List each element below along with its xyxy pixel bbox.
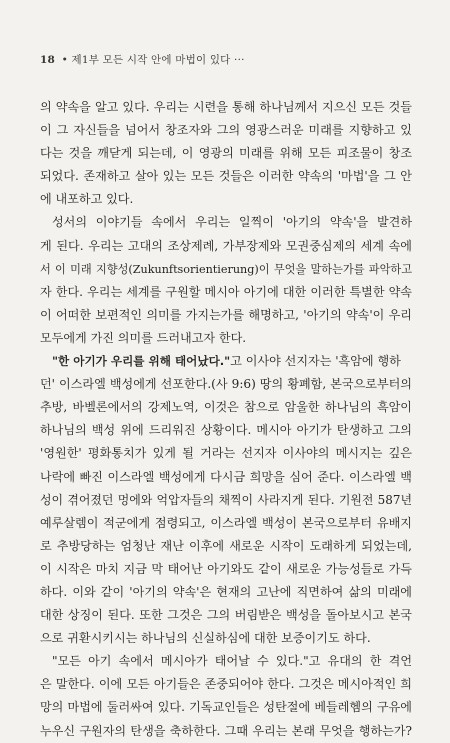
- text-line-with-quote: [40, 350, 412, 373]
- text-line: 다는 것을 깨닫게 되는데, 이 영광의 미래를 위해 모든 피조물이 창조: [40, 146, 412, 161]
- text-line: 대한 상징이 된다. 또한 그것은 그의 버림받은 백성을 돌아보시고 본국: [40, 608, 412, 623]
- paragraph-3: [40, 350, 412, 650]
- text-line: 으로 귀환시키시는 하나님의 신실하심에 대한 보증이기도 하다.: [40, 631, 371, 646]
- bold-quote: "한 아기가 우리를 위해 태어났다.": [52, 354, 231, 369]
- text-line: 망의 마법에 둘러싸여 있다. 기독교인들은 성탄절에 베들레헴의 구유에: [40, 700, 412, 715]
- text-line: 성이 겪어졌던 멍에와 억압자들의 채찍이 사라지게 된다. 기원전 587년: [40, 492, 412, 507]
- text-line: 예루살렘이 적군에게 점령되고, 이스라엘 백성이 본국으로부터 유배지: [40, 515, 412, 530]
- body-text: [40, 96, 412, 743]
- text-line: 되었다. 존재하고 살아 있는 모든 것들은 이러한 약속의 '마법'을 그 안: [40, 169, 412, 184]
- text-line: 모두에게 가진 의미를 드러내고자 한다.: [40, 330, 247, 345]
- page-number: 18: [40, 54, 56, 66]
- text-line: '영원한' 평화통치가 있게 될 거라는 선지자 이사야의 메시지는 깊은: [40, 446, 412, 461]
- text-line: 이 어떠한 보편적인 의미를 가지는가를 해명하고, '아기의 약속'이 우리: [40, 307, 412, 322]
- text-line: 하나님의 백성 위에 드리워진 상황이다. 메시아 아기가 탄생하고 그의: [40, 423, 412, 438]
- text-line: 게 된다. 우리는 고대의 조상제례, 가부장제와 모권중심제의 세계 속에: [40, 238, 412, 253]
- text-line: 던' 이스라엘 백성에게 선포한다.(사 9:6) 땅의 황폐함, 본국으로부터의: [40, 377, 412, 392]
- running-head-title: • 제1부 모든 시작 안에 마법이 있다 ···: [61, 54, 245, 66]
- text-line: 의 약속을 알고 있다. 우리는 시련을 통해 하나님께서 지으신 모든 것들: [40, 100, 412, 114]
- text-line: 나락에 빠진 이스라엘 백성에게 다시금 희망을 심어 준다. 이스라엘 백: [40, 469, 412, 484]
- text-line: 서 이 미래 지향성(Zukunftsorientierung)이 무엇을 말하는가를 파악하고: [40, 262, 412, 276]
- text-line: 로 추방당하는 엄청난 재난 이후에 새로운 시작이 도래하게 되었는데,: [40, 538, 412, 553]
- paragraph-4: [40, 650, 412, 742]
- text-line: 이 그 자신들을 넘어서 창조자와 그의 영광스러운 미래를 지향하고 있: [40, 123, 412, 138]
- text-line: 이 시작은 마치 지금 막 태어난 아기와도 같이 새로운 가능성들로 가득: [40, 561, 412, 576]
- text-line: 추방, 바벨론에서의 강제노역, 이것은 참으로 암울한 하나님의 흑암이: [40, 400, 412, 415]
- running-head: [40, 52, 245, 67]
- text-line: 성서의 이야기들 속에서 우리는 일찍이 '아기의 약속'을 발견하: [52, 215, 412, 230]
- text-line: 은 말한다. 이에 모든 아기들은 존중되어야 한다. 그것은 메시아적인 희: [40, 677, 412, 692]
- text-line: "모든 아기 속에서 메시아가 태어날 수 있다."고 유대의 한 격언: [52, 654, 412, 669]
- paragraph-1: [40, 96, 412, 211]
- paragraph-2: [40, 211, 412, 350]
- text-line-rest: 고 이사야 선지자는 '흑암에 행하: [230, 354, 401, 369]
- text-line: 하다. 이와 같이 '아기의 약속'은 현재의 고난에 직면하여 삶의 미래에: [40, 584, 412, 599]
- text-line: 에 내포하고 있다.: [40, 192, 134, 207]
- text-line: 자 한다. 우리는 세계를 구원할 메시아 아기에 대한 이러한 특별한 약속: [40, 284, 412, 299]
- text-line: 누우신 구원자의 탄생을 축하한다. 그때 우리는 본래 무엇을 행하는가?: [40, 723, 412, 738]
